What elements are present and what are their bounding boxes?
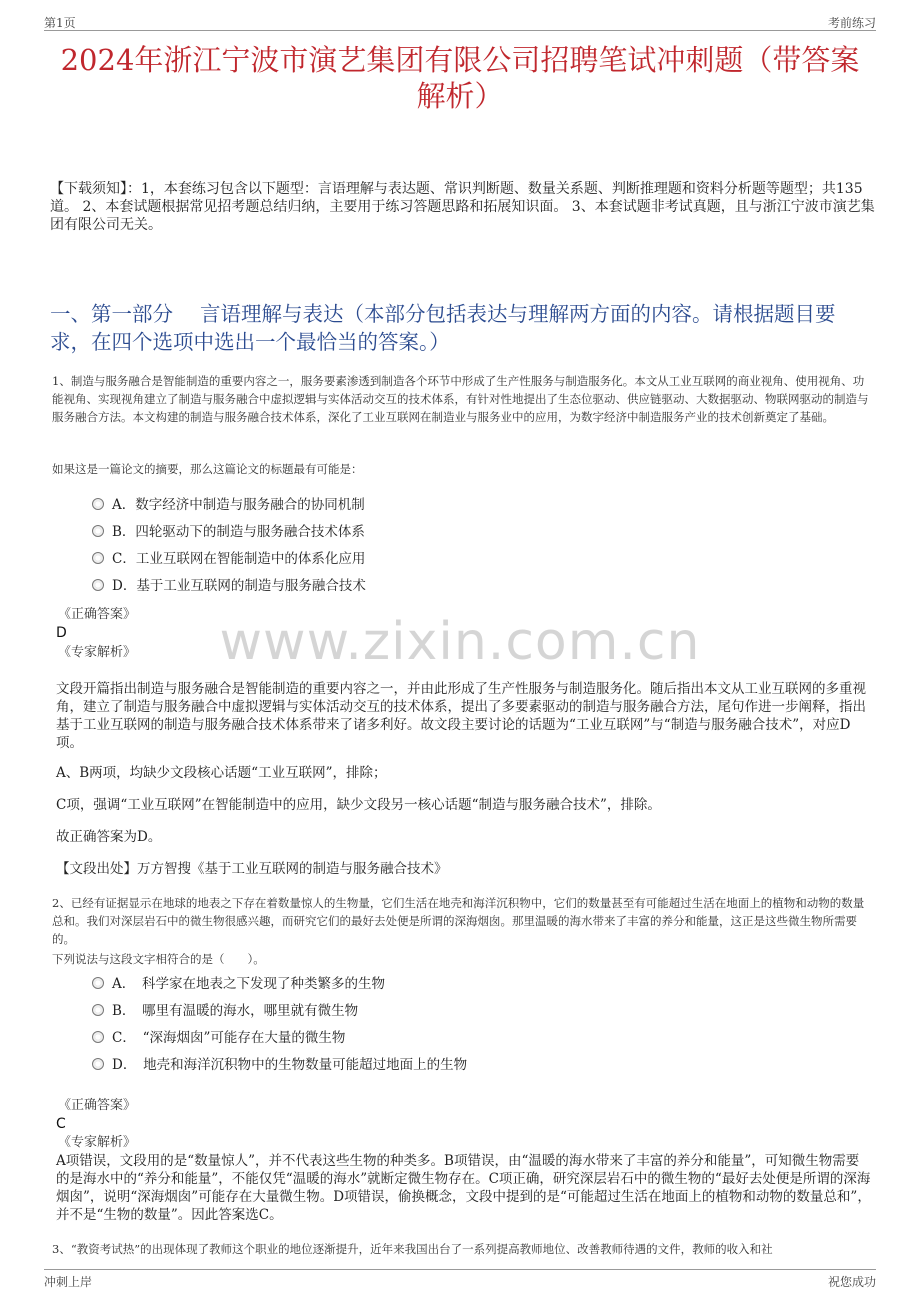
- question-1-prompt: 如果这是一篇论文的摘要，那么这篇论文的标题最有可能是：: [52, 462, 363, 476]
- footer-right: 祝您成功: [827, 1275, 876, 1289]
- title-line-2: 解析）: [416, 79, 504, 113]
- q2-option-a[interactable]: A． 科学家在地表之下发现了种类繁多的生物: [92, 975, 385, 993]
- radio-icon[interactable]: [92, 498, 104, 510]
- radio-icon[interactable]: [92, 1004, 104, 1016]
- question-1-passage: 1、制造与服务融合是智能制造的重要内容之一，服务要素渗透到制造各个环节中形成了生产性服务与制造服务化。本文从工业互联网的商业视角、使用视角、功能视角、实现视角建立了制造与服务融合中虚拟逻辑与实体活动交互的技术体系，有针对性地提出了生态位驱动、供应链驱动、大数据驱动、物联网驱动的制造与服务融合方法。本文构建的制造与服务融合技术体系，深化了工业互联网在制造业与服务业中的应用，为数字经济中制造服务产业的技术创新奠定了基础。: [52, 374, 869, 424]
- q2-option-d[interactable]: D． 地壳和海洋沉积物中的生物数量可能超过地面上的生物: [92, 1056, 467, 1074]
- section-title: 一、第一部分 言语理解与表达（本部分包括表达与理解两方面的内容。请根据题目要求，在四个选项中选出一个最恰当的答案。）: [50, 302, 836, 354]
- question-2-prompt: 下列说法与这段文字相符合的是（ ）。: [52, 952, 265, 966]
- q2-option-b[interactable]: B． 哪里有温暖的海水，哪里就有微生物: [92, 1002, 358, 1020]
- q1-answer-label: 《正确答案》: [58, 607, 137, 622]
- q1-explanation-3: C项，强调“工业互联网”在智能制造中的应用，缺少文段另一核心话题“制造与服务融合技术”，排除。: [56, 797, 661, 813]
- q1-option-d[interactable]: D．基于工业互联网的制造与服务融合技术: [92, 577, 366, 595]
- radio-icon[interactable]: [92, 579, 104, 591]
- q1-option-b[interactable]: B．四轮驱动下的制造与服务融合技术体系: [92, 523, 365, 541]
- q1-source: 【文段出处】万方智搜《基于工业互联网的制造与服务融合技术》: [56, 861, 448, 877]
- radio-icon[interactable]: [92, 1031, 104, 1043]
- document-title: [40, 42, 880, 114]
- q1-option-c[interactable]: C．工业互联网在智能制造中的体系化应用: [92, 550, 365, 568]
- q2-explanation: A项错误，文段用的是“数量惊人”，并不代表这些生物的种类多。B项错误，由“温暖的海水带来了丰富的养分和能量”，可知微生物需要的是海水中的“养分和能量”，不能仅凭“温暖的海水”就断定微生物存在。C项正确，研究深层岩石中的微生物的“最好去处便是所谓的深海烟囱”，说明“深海烟囱”可能存在大量微生物。D项错误，偷换概念，文段中提到的是“可能超过生活在地面上的植物和动物的数量总和”，并不是“生物的数量”。因此答案选C。: [56, 1153, 871, 1223]
- page-footer: [44, 1269, 876, 1290]
- q1-answer: D: [56, 625, 67, 641]
- watermark: www.zixin.com.cn: [219, 612, 701, 672]
- q1-option-a[interactable]: A．数字经济中制造与服务融合的协同机制: [92, 496, 365, 514]
- q2-option-c[interactable]: C． “深海烟囱”可能存在大量的微生物: [92, 1029, 345, 1047]
- header-tag: 考前练习: [827, 16, 876, 30]
- q1-explanation-2: A、B两项，均缺少文段核心话题“工业互联网”，排除；: [56, 765, 387, 781]
- q2-analysis-label: 《专家解析》: [58, 1135, 137, 1150]
- question-2-passage: 2、已经有证据显示在地球的地表之下存在着数量惊人的生物量，它们生活在地壳和海洋沉积物中，它们的数量甚至有可能超过生活在地面上的植物和动物的数量总和。我们对深层岩石中的微生物很感兴趣，而研究它们的最好去处便是所谓的深海烟囱。那里温暖的海水带来了丰富的养分和能量，这正是这些微生物所需要的。: [52, 896, 865, 946]
- radio-icon[interactable]: [92, 552, 104, 564]
- footer-left: 冲刺上岸: [44, 1275, 93, 1289]
- radio-icon[interactable]: [92, 1058, 104, 1070]
- page-header: [44, 12, 876, 31]
- q1-explanation-4: 故正确答案为D。: [56, 829, 162, 845]
- page-number: 第1页: [44, 16, 76, 30]
- question-3-passage: 3、“教资考试热”的出现体现了教师这个职业的地位逐渐提升，近年来我国出台了一系列提高教师地位、改善教师待遇的文件，教师的收入和社: [52, 1242, 773, 1256]
- q2-answer-label: 《正确答案》: [58, 1098, 137, 1113]
- radio-icon[interactable]: [92, 977, 104, 989]
- radio-icon[interactable]: [92, 525, 104, 537]
- q2-answer: C: [56, 1116, 66, 1132]
- q1-explanation-1: 文段开篇指出制造与服务融合是智能制造的重要内容之一，并由此形成了生产性服务与制造服务化。随后指出本文从工业互联网的多重视角，建立了制造与服务融合中虚拟逻辑与实体活动交互的技术体系，提出了多要素驱动的制造与服务融合方法，尾句作进一步阐释，指出基于工业互联网的制造与服务融合技术体系带来了诸多利好。故文段主要讨论的话题为“工业互联网”与“制造与服务融合技术”，对应D项。: [56, 681, 866, 751]
- title-line-1: 2024年浙江宁波市演艺集团有限公司招聘笔试冲刺题（带答案: [60, 43, 860, 77]
- download-notice: 【下载须知】：1，本套练习包含以下题型：言语理解与表达题、常识判断题、数量关系题、判断推理题和资料分析题等题型；共135道。 2、本套试题根据常见招考题总结归纳，主要用于练习答题思路和拓展知识面。 3、本套试题非考试真题，且与浙江宁波市演艺集团有限公司无关。: [50, 181, 875, 233]
- q1-analysis-label: 《专家解析》: [58, 645, 137, 660]
